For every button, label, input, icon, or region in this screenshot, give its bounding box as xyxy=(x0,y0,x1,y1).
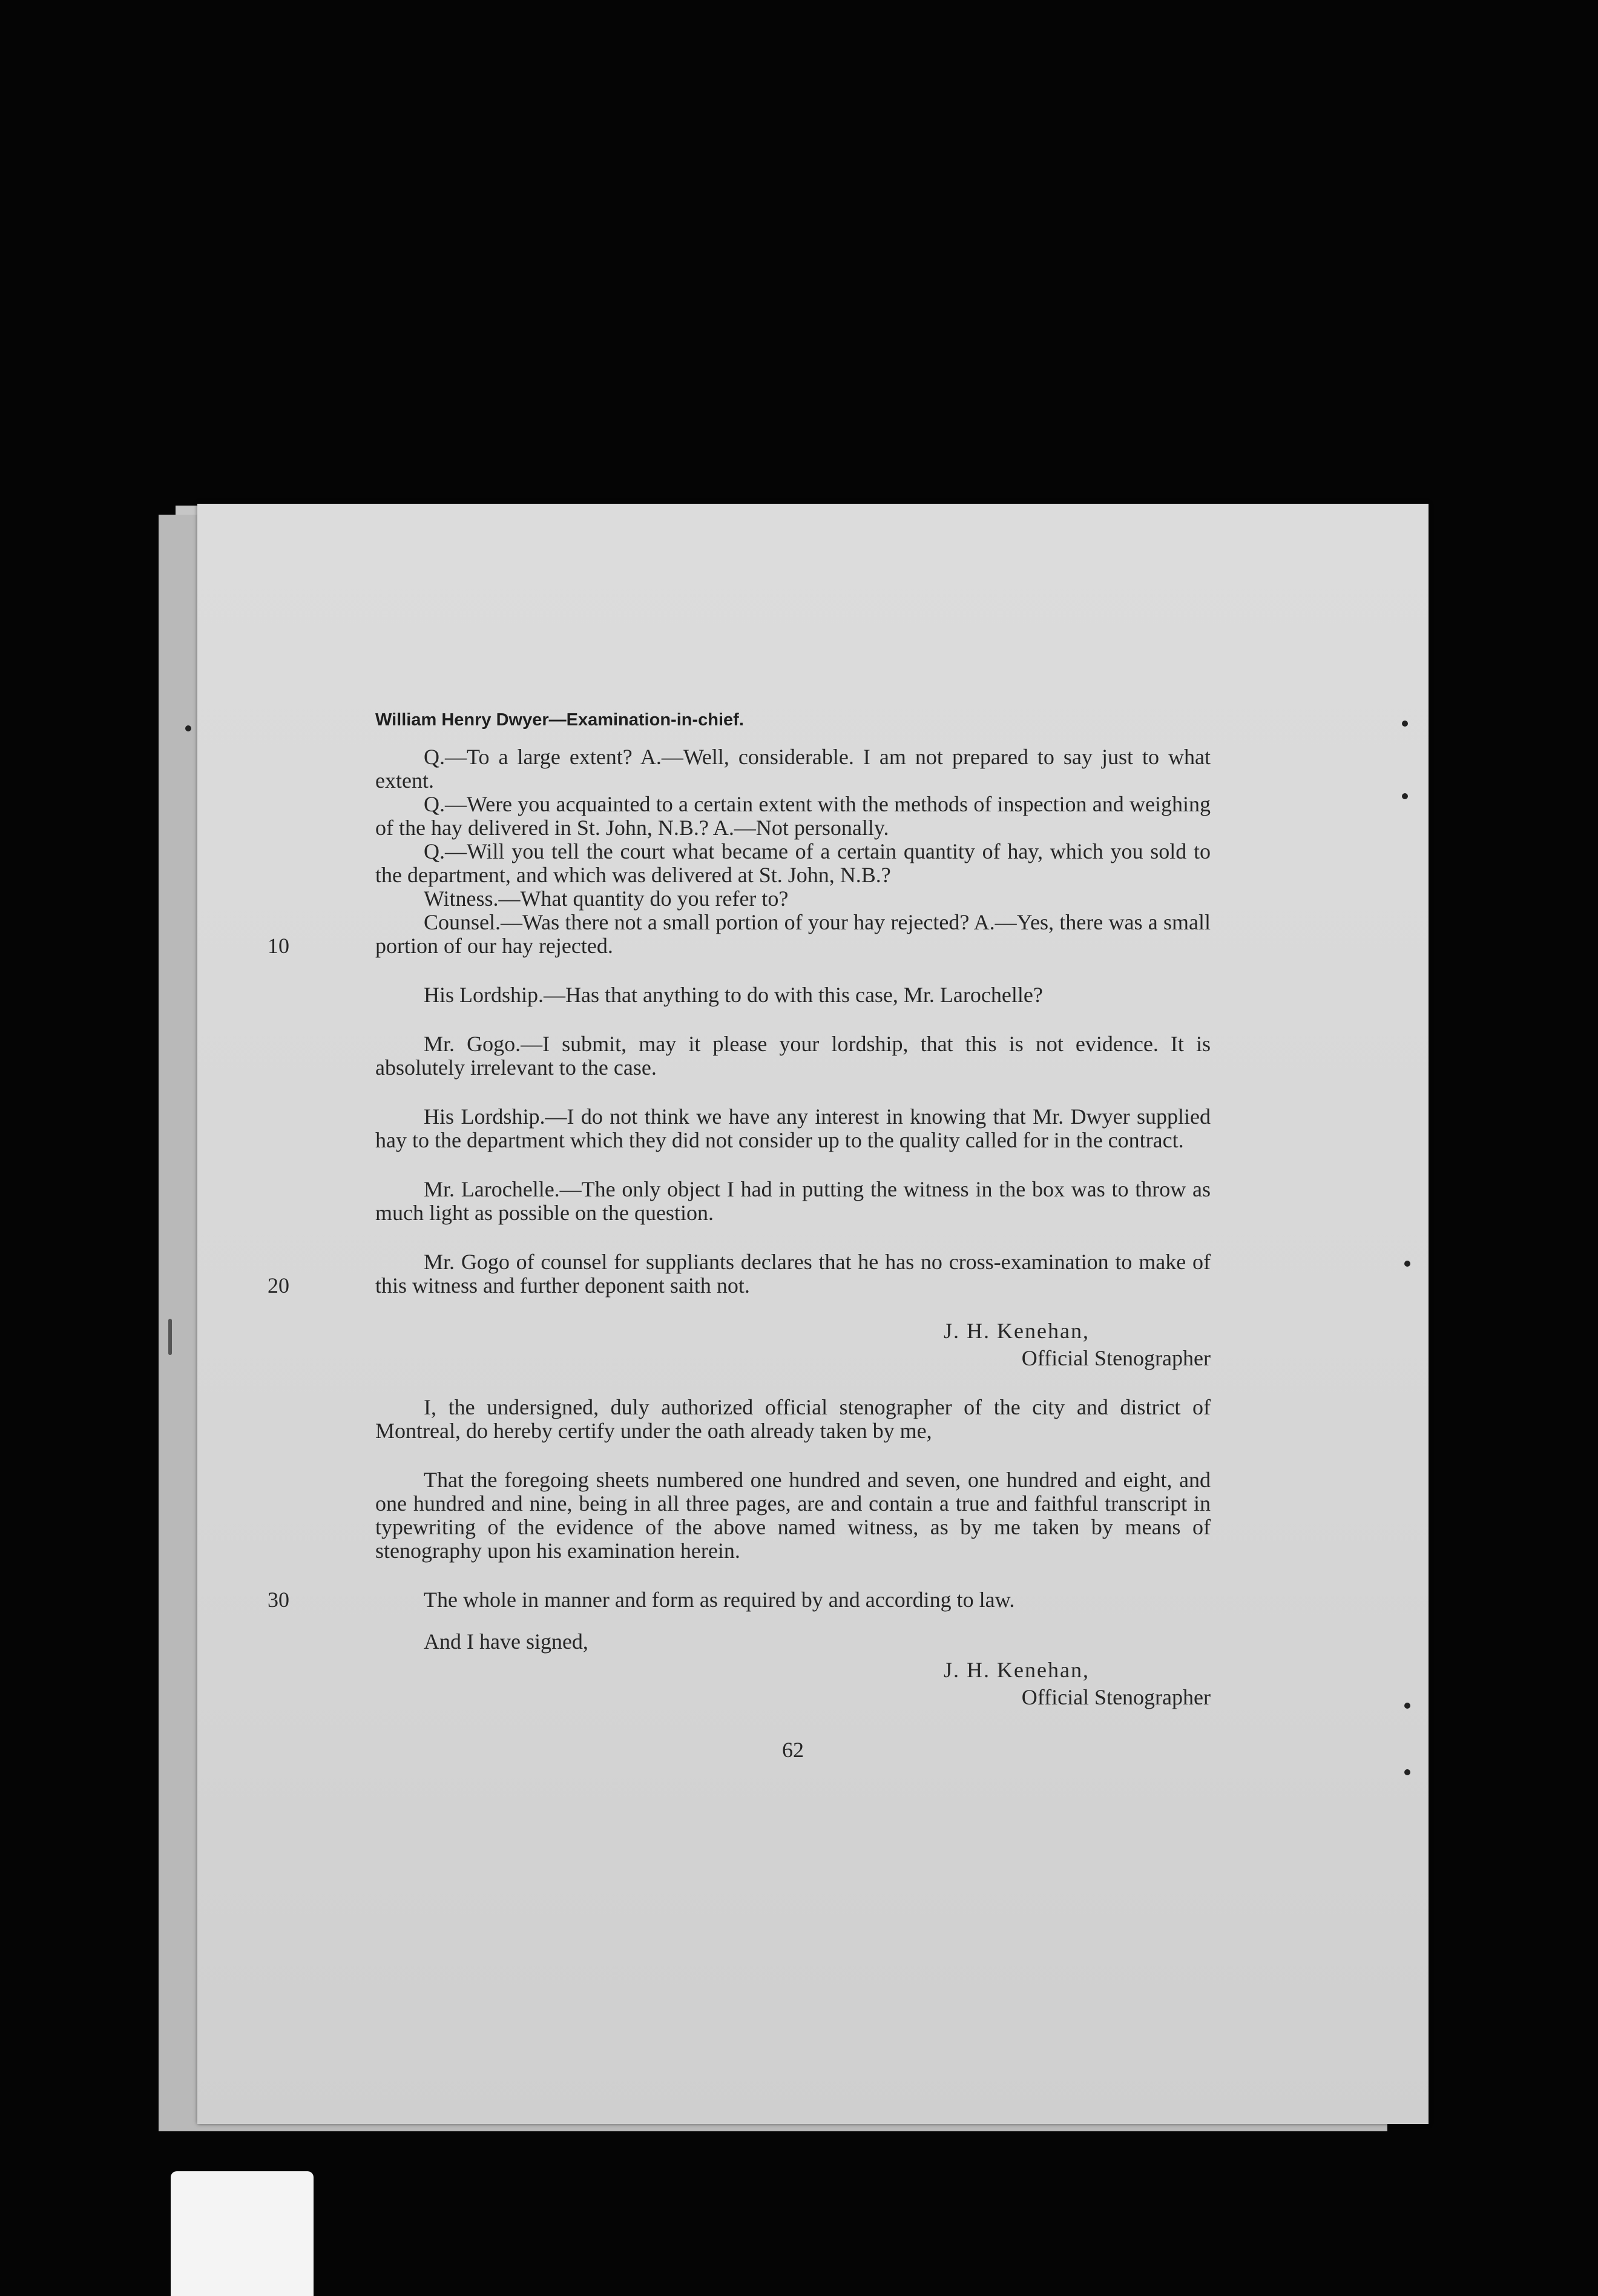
numbered-paragraph xyxy=(268,1250,1211,1298)
document-text xyxy=(268,708,1211,1784)
signature-name: J. H. Kenehan, xyxy=(944,1319,1090,1343)
paragraph: His Lordship.—I do not think we have any interest in knowing that Mr. Dwyer supplied hay to the department which they did not consider up to the quality called for in the contract. xyxy=(375,1104,1211,1152)
paragraph: Mr. Gogo.—I submit, may it please your lordship, that this is not evidence. It is absolutely irrelevant to the case. xyxy=(375,1032,1211,1080)
margin-mark xyxy=(1404,1261,1410,1267)
numbered-paragraph xyxy=(268,1588,1211,1612)
margin-mark xyxy=(185,725,191,731)
page-header: William Henry Dwyer—Examination-in-chief. xyxy=(375,710,744,730)
signature-name: J. H. Kenehan, xyxy=(944,1658,1090,1682)
margin-mark xyxy=(1404,1769,1410,1775)
margin-mark xyxy=(1402,793,1408,799)
paragraph: Q.—To a large extent? A.—Well, considerable. I am not prepared to say just to what extent. xyxy=(375,745,1211,793)
paragraph: Witness.—What quantity do you refer to? xyxy=(424,886,789,911)
line-number: 30 xyxy=(268,1588,289,1612)
paragraph: His Lordship.—Has that anything to do with this case, Mr. Larochelle? xyxy=(424,983,1043,1007)
signature-title: Official Stenographer xyxy=(1021,1346,1211,1370)
page-number: 62 xyxy=(782,1738,804,1762)
paragraph: Q.—Will you tell the court what became of a certain quantity of hay, which you sold to the department, and which was delivered at St. John, N.B.? xyxy=(375,839,1211,887)
line-number: 10 xyxy=(268,934,289,958)
paragraph: Q.—Were you acquainted to a certain extent with the methods of inspection and weighing of the hay delivered in St. John, N.B.? A.—Not personally. xyxy=(375,792,1211,840)
paragraph: Mr. Larochelle.—The only object I had in putting the witness in the box was to throw as much light as possible on the question. xyxy=(375,1177,1211,1225)
signature-title: Official Stenographer xyxy=(1021,1685,1211,1709)
paragraph: The whole in manner and form as required by and according to law. xyxy=(424,1588,1015,1612)
paragraph: Mr. Gogo of counsel for suppliants declares that he has no cross-examination to make of this witness and further deponent saith not. xyxy=(375,1250,1211,1298)
binding-mark xyxy=(168,1319,172,1355)
line-number: 20 xyxy=(268,1273,289,1298)
paragraph: Counsel.—Was there not a small portion of your hay rejected? A.—Yes, there was a small portion of our hay rejected. xyxy=(375,910,1211,958)
paragraph: I, the undersigned, duly authorized official stenographer of the city and district of Montreal, do hereby certify under the oath already taken by me, xyxy=(375,1395,1211,1443)
paragraph: And I have signed, xyxy=(424,1629,588,1654)
margin-mark xyxy=(1404,1703,1410,1709)
numbered-paragraph xyxy=(268,910,1211,958)
margin-mark xyxy=(1402,721,1408,727)
page-tab xyxy=(171,2171,314,2296)
paragraph: That the foregoing sheets numbered one hundred and seven, one hundred and eight, and one hundred and nine, being in all three pages, are and contain a true and faithful transcript in typewriting of the evidence of the above named witness, as by me taken by means of stenography upon his examination herein. xyxy=(375,1468,1211,1563)
